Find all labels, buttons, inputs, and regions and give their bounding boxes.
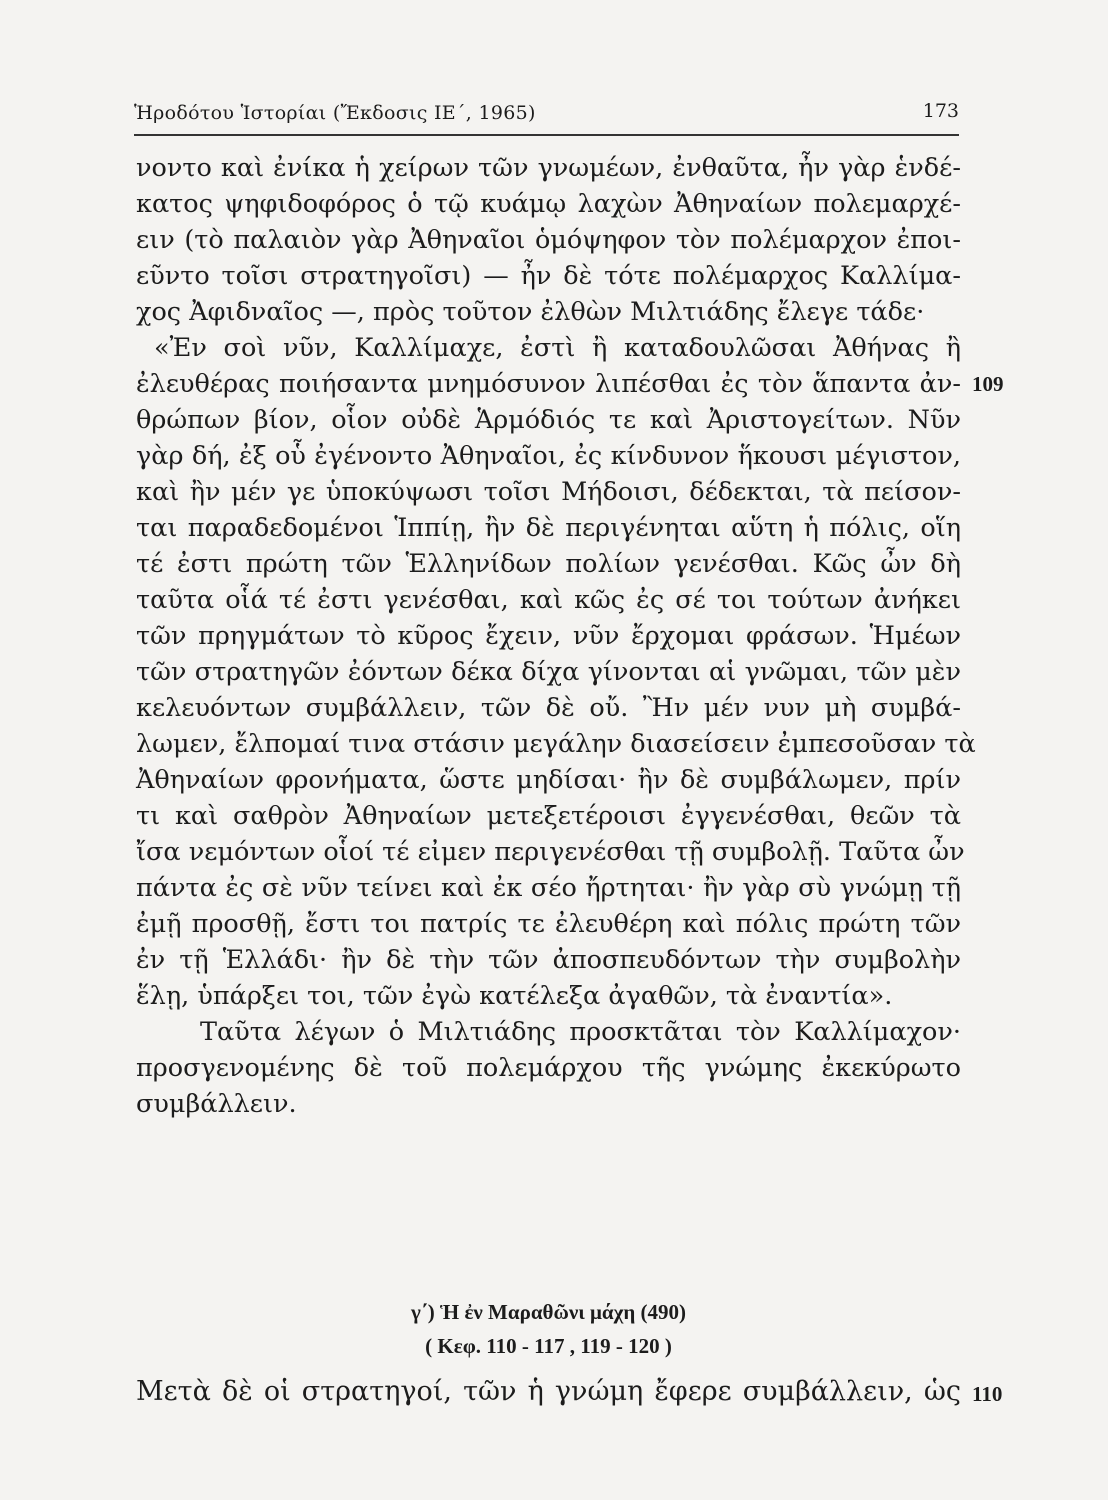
text-line: κελευόντων συμβάλλειν, τῶν δὲ οὔ. Ἢν μέν νυν μὴ συμβά- [136,693,961,723]
header-title: Ἡροδότου Ἱστορίαι (Ἔκδοσις ΙΕ΄, 1965) [134,102,536,124]
text-line: Ἀθηναίων φρονήματα, ὥστε μηδίσαι· ἢν δὲ συμβάλωμεν, πρίν [136,765,961,795]
text-line: «Ἐν σοὶ νῦν, Καλλίμαχε, ἐστὶ ἢ καταδουλῶσαι Ἀθήνας ἢ [154,333,961,363]
text-line: χος Ἀφιδναῖος —, πρὸς τοῦτον ἐλθὼν Μιλτιάδης ἔλεγε τάδε· [136,297,925,327]
text-line: ἕλῃ, ὑπάρξει τοι, τῶν ἐγὼ κατέλεξα ἀγαθῶν, τὰ ἐναντία». [136,981,893,1011]
text-line: ἐμῇ προσθῇ, ἔστι τοι πατρίς τε ἐλευθέρη καὶ πόλις πρώτη τῶν [136,909,961,939]
text-line: προσγενομένης δὲ τοῦ πολεμάρχου τῆς γνώμης ἐκεκύρωτο [136,1053,961,1083]
text-line: νοντο καὶ ἐνίκα ἡ χείρων τῶν γνωμέων, ἐνθαῦτα, ἦν γὰρ ἑνδέ- [136,153,961,183]
text-line: εῦντο τοῖσι στρατηγοῖσι) — ἦν δὲ τότε πολέμαρχος Καλλίμα- [136,261,961,291]
text-line: κατος ψηφιδοφόρος ὁ τῷ κυάμῳ λαχὼν Ἀθηναίων πολεμαρχέ- [136,189,961,219]
text-line: Ταῦτα λέγων ὁ Μιλτιάδης προσκτᾶται τὸν Καλλίμαχον· [200,1017,961,1047]
margin-number-109: 109 [972,372,1004,396]
text-line: τῶν πρηγμάτων τὸ κῦρος ἔχειν, νῦν ἔρχομαι φράσων. Ἡμέων [136,621,961,651]
text-line: καὶ ἢν μέν γε ὑποκύψωσι τοῖσι Μήδοισι, δέδεκται, τὰ πείσον- [136,477,961,507]
margin-number-110: 110 [972,1382,1003,1406]
text-line: ειν (τὸ παλαιὸν γὰρ Ἀθηναῖοι ὁμόψηφον τὸν πολέμαρχον ἐποι- [136,225,961,255]
section-heading: γ΄) Ἡ ἐν Μαραθῶνι μάχη (490) [410,1300,686,1324]
header-rule [134,134,959,136]
text-line: ἐλευθέρας ποιήσαντα μνημόσυνον λιπέσθαι ἐς τὸν ἅπαντα ἀν- [136,369,961,399]
text-line: τῶν στρατηγῶν ἐόντων δέκα δίχα γίνονται αἱ γνῶμαι, τῶν μὲν [136,657,961,687]
text-line: γὰρ δή, ἐξ οὗ ἐγένοντο Ἀθηναῖοι, ἐς κίνδυνον ἥκουσι μέγιστον, [136,441,961,471]
text-line: λωμεν, ἔλπομαί τινα στάσιν μεγάλην διασείσειν ἐμπεσοῦσαν τὰ [136,729,976,759]
text-line: ἐν τῇ Ἑλλάδι· ἢν δὲ τὴν τῶν ἀποσπευδόντων τὴν συμβολὴν [136,945,961,975]
text-line: ται παραδεδομένοι Ἱππίῃ, ἢν δὲ περιγένηται αὕτη ἡ πόλις, οἵη [136,513,961,543]
final-text-line: Μετὰ δὲ οἱ στρατηγοί, τῶν ἡ γνώμη ἔφερε συμβάλλειν, ὡς [136,1376,961,1407]
text-line: τι καὶ σαθρὸν Ἀθηναίων μετεξετέροισι ἐγγενέσθαι, θεῶν τὰ [136,801,961,831]
text-line: πάντα ἐς σὲ νῦν τείνει καὶ ἐκ σέο ἤρτηται· ἢν γὰρ σὺ γνώμῃ τῇ [136,873,961,903]
section-chapters: ( Κεφ. 110 - 117 , 119 - 120 ) [425,1334,672,1358]
running-header [134,98,959,134]
body-text [136,150,976,1122]
text-line: τέ ἐστι πρώτη τῶν Ἑλληνίδων πολίων γενέσθαι. Κῶς ὦν δὴ [136,549,961,579]
text-line: συμβάλλειν. [136,1089,297,1119]
text-line: ἴσα νεμόντων οἷοί τέ εἰμεν περιγενέσθαι τῇ συμβολῇ. Ταῦτα ὦν [136,837,965,867]
text-line: θρώπων βίον, οἷον οὐδὲ Ἁρμόδιός τε καὶ Ἀριστογείτων. Νῦν [136,405,961,435]
text-line: ταῦτα οἷά τέ ἐστι γενέσθαι, καὶ κῶς ἐς σέ τοι τούτων ἀνήκει [136,585,961,615]
page-number: 173 [922,100,959,122]
